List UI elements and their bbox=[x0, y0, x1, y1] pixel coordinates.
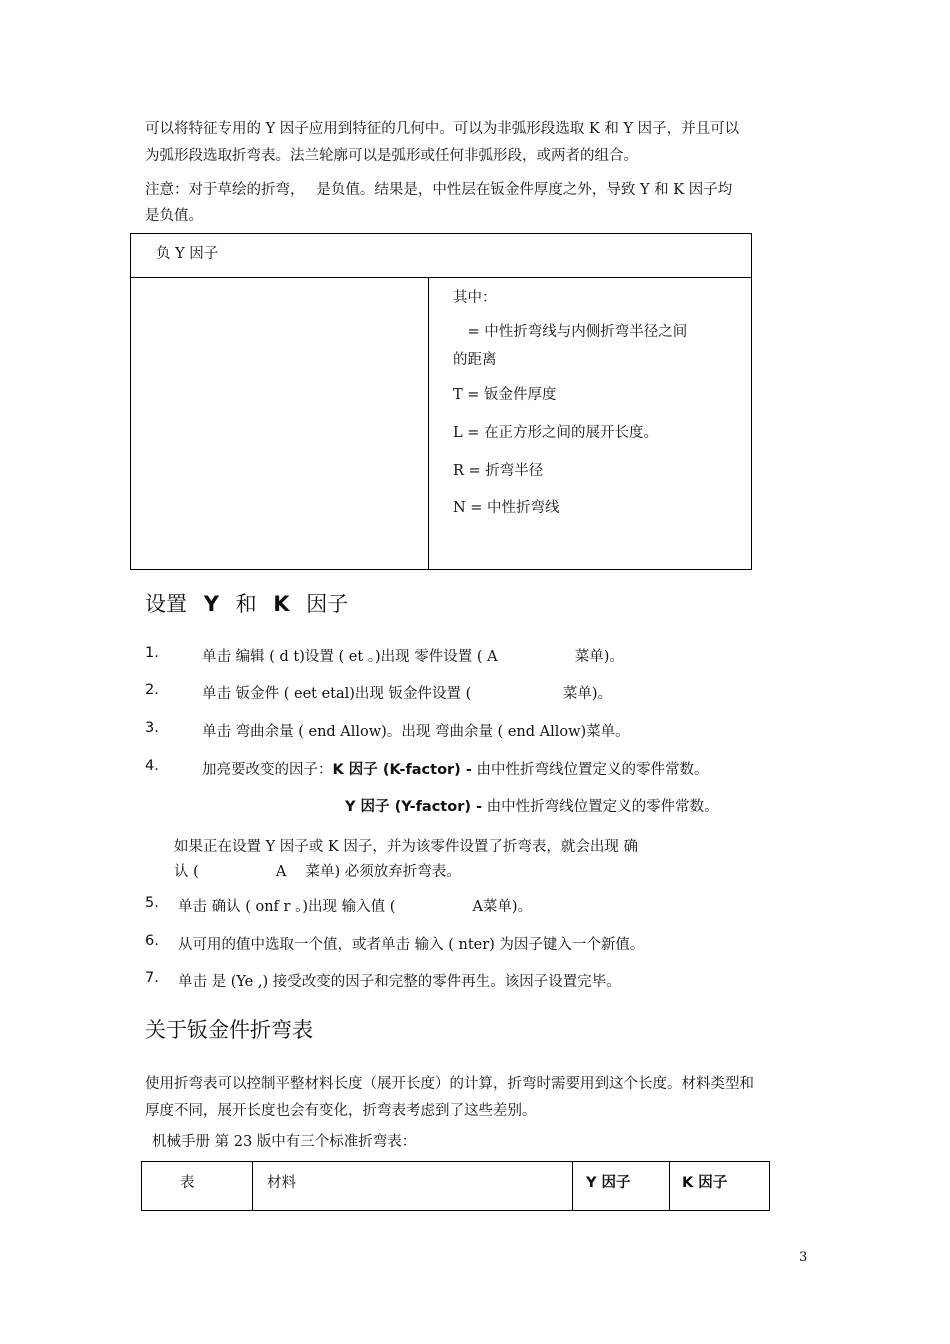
step-6-number: 6. bbox=[145, 933, 159, 949]
heading-he: 和 bbox=[235, 592, 257, 616]
y-factor-desc: 由中性折弯线位置定义的零件常数。 bbox=[486, 799, 719, 815]
step-1-text: 单击 编辑 ( d t)设置 ( et 。)出现 零件设置 ( A 菜单)。 bbox=[202, 649, 624, 665]
eq-line-2: 的距离 bbox=[453, 352, 497, 368]
l-definition: L = 在正方形之间的展开长度。 bbox=[453, 425, 658, 441]
bend-table-para-2: 厚度不同，展开长度也会有变化，折弯表考虑到了这些差别。 bbox=[145, 1103, 537, 1119]
n-definition: N = 中性折弯线 bbox=[453, 500, 560, 516]
col-header-k-factor: K 因子 bbox=[682, 1175, 728, 1191]
note-line-2: 是负值。 bbox=[145, 208, 203, 224]
bend-table-col-y bbox=[572, 1161, 670, 1211]
section-heading-factors bbox=[145, 588, 348, 618]
where-label: 其中： bbox=[453, 290, 497, 306]
eq-line-1: = 中性折弯线与内侧折弯半径之间 bbox=[453, 324, 688, 340]
note-line-1: 注意：对于草绘的折弯， 是负值。结果是，中性层在钣金件厚度之外，导致 Y 和 K 因子均 bbox=[145, 182, 733, 198]
step-4-text bbox=[202, 758, 709, 779]
bend-table-para-1: 使用折弯表可以控制平整材料长度（展开长度）的计算，折弯时需要用到这个长度。材料类型和 bbox=[145, 1076, 754, 1092]
step-4-number: 4. bbox=[145, 758, 159, 774]
k-factor-term: K 因子 (K-factor) - bbox=[332, 762, 472, 778]
table1-definitions-cell bbox=[428, 277, 752, 570]
table1-header: 负 Y 因子 bbox=[156, 246, 219, 262]
col-header-table: 表 bbox=[180, 1175, 195, 1191]
step-6-text: 从可用的值中选取一个值，或者单击 输入 ( nter) 为因子键入一个新值。 bbox=[178, 937, 645, 953]
step-7-text: 单击 是 (Ye ,) 接受改变的因子和完整的零件再生。该因子设置完毕。 bbox=[178, 974, 621, 990]
bend-table-para-3: 机械手册 第 23 版中有三个标准折弯表： bbox=[152, 1134, 417, 1150]
heading-part-b: 因子 bbox=[306, 592, 349, 616]
bend-table bbox=[141, 1161, 770, 1211]
step-7-number: 7. bbox=[145, 970, 159, 986]
note-line-b: 认 ( A 菜单) 必须放弃折弯表。 bbox=[174, 864, 461, 880]
heading-y: Y bbox=[203, 592, 219, 616]
page-number: 3 bbox=[799, 1250, 808, 1265]
intro-line-2: 为弧形段选取折弯表。法兰轮廓可以是弧形或任何非弧形段，或两者的组合。 bbox=[145, 148, 638, 164]
r-definition: R = 折弯半径 bbox=[453, 463, 544, 479]
table1-figure-cell bbox=[130, 277, 429, 570]
col-header-y-factor: Y 因子 bbox=[586, 1175, 631, 1191]
intro-line-1: 可以将特征专用的 Y 因子应用到特征的几何中。可以为非弧形段选取 K 和 Y 因子，并且可以 bbox=[145, 121, 740, 137]
step-5-text: 单击 确认 ( onf r 。)出现 输入值 ( A菜单)。 bbox=[178, 899, 533, 915]
step-3-text: 单击 弯曲余量 ( end Allow)。出现 弯曲余量 ( end Allow)菜单。 bbox=[202, 724, 630, 740]
step-3-number: 3. bbox=[145, 720, 159, 736]
section-heading-bend-tables: 关于钣金件折弯表 bbox=[145, 1018, 313, 1042]
note-line-a: 如果正在设置 Y 因子或 K 因子，并为该零件设置了折弯表，就会出现 确 bbox=[174, 839, 638, 855]
step-5-number: 5. bbox=[145, 895, 159, 911]
heading-part-a: 设置 bbox=[145, 592, 187, 616]
t-definition: T = 钣金件厚度 bbox=[453, 387, 557, 403]
step-2-number: 2. bbox=[145, 682, 159, 698]
bend-table-col-k bbox=[669, 1161, 770, 1211]
bend-table-col-table bbox=[141, 1161, 253, 1211]
y-factor-term: Y 因子 (Y-factor) - bbox=[345, 799, 483, 815]
col-header-material: 材料 bbox=[267, 1175, 296, 1191]
step-4-intro: 加亮要改变的因子： bbox=[202, 762, 333, 778]
step-4-y-line bbox=[345, 795, 719, 816]
bend-table-col-material bbox=[252, 1161, 573, 1211]
table1-header-row bbox=[130, 233, 752, 278]
k-factor-desc: 由中性折弯线位置定义的零件常数。 bbox=[476, 762, 709, 778]
step-1-number: 1. bbox=[145, 645, 159, 661]
step-2-text: 单击 钣金件 ( eet etal)出现 钣金件设置 ( 菜单)。 bbox=[202, 686, 613, 702]
heading-k: K bbox=[273, 592, 290, 616]
